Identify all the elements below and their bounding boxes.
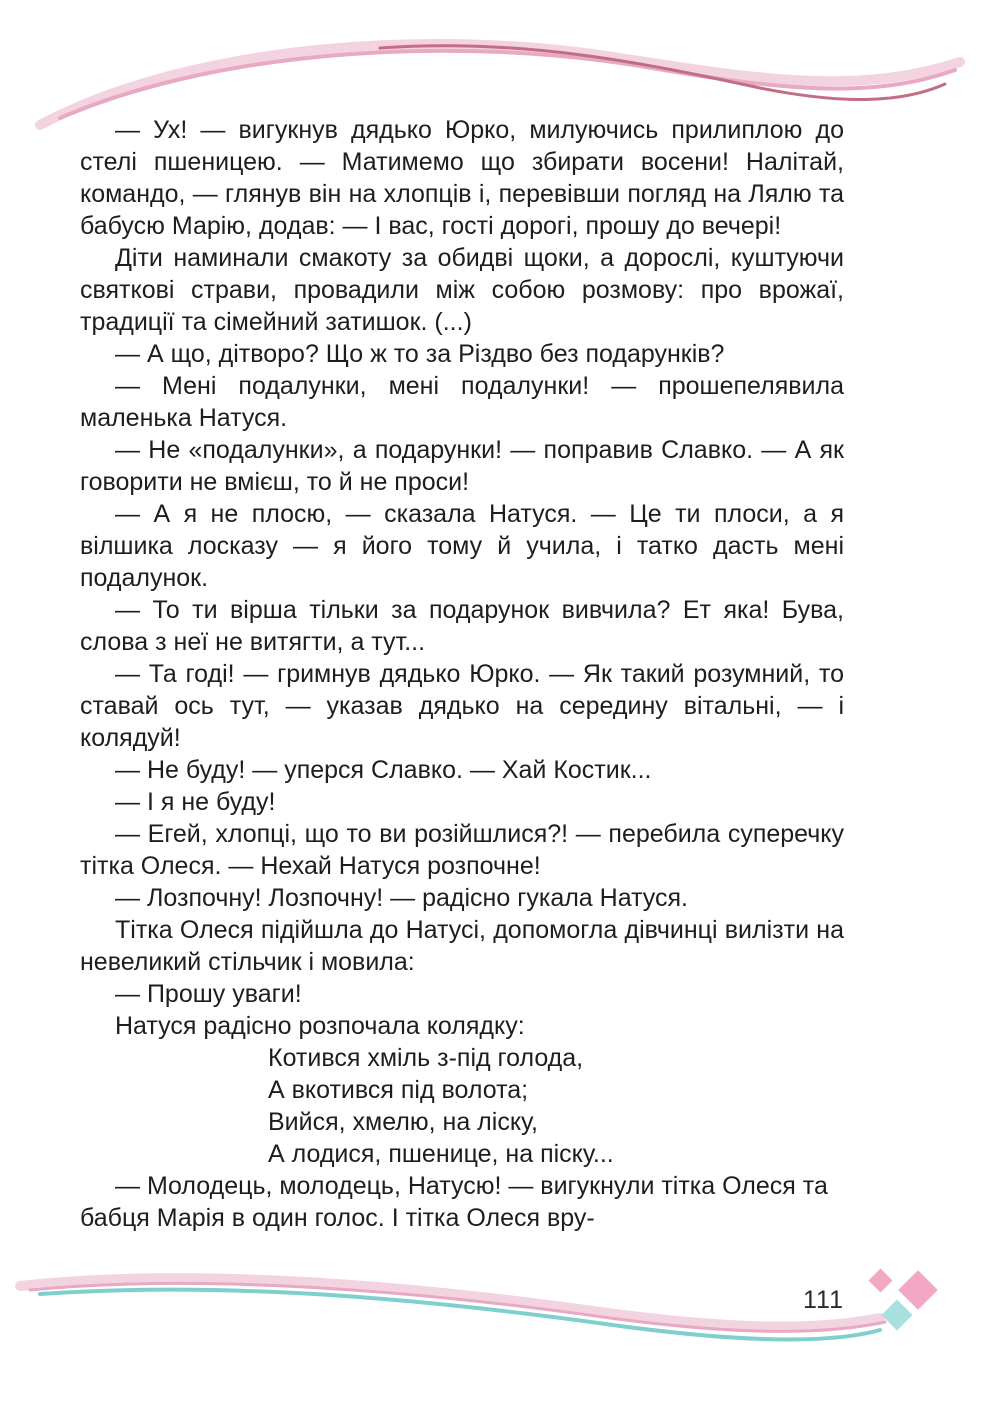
paragraph: — Не «подалунки», а подарунки! — поправив Славко. — А як говорити не вмієш, то й не проси! — [80, 436, 844, 496]
verse-line: А лодися, пшенице, на піску... — [268, 1140, 614, 1168]
paragraph: Діти наминали смакоту за обидві щоки, а дорослі, куштуючи святкові страви, провадили між собою розмову: про врожаї, традиції та сімейний затишок. (...) — [80, 244, 844, 336]
diamond-ornament-icon — [866, 1266, 950, 1338]
paragraph: — То ти вірша тільки за подарунок вивчила? Ет яка! Бува, слова з неї не витягти, а тут... — [80, 596, 844, 656]
top-decorative-wave — [0, 0, 992, 130]
paragraph: — А я не плосю, — сказала Натуся. — Це ти плоси, а я вілшика лосказу — я його тому й учила, і татко дасть мені подалунок. — [80, 500, 844, 592]
paragraph: — Лозпочну! Лозпочну! — радісно гукала Натуся. — [115, 884, 688, 912]
verse-line: А вкотився під волота; — [268, 1076, 529, 1104]
paragraph: — А що, дітворо? Що ж то за Різдво без подарунків? — [115, 340, 725, 368]
paragraph: — І я не буду! — [115, 788, 276, 816]
paragraph: Тітка Олеся підійшла до Натусі, допомогла дівчинці вилізти на невеликий стільчик і мовила: — [80, 916, 844, 976]
paragraph: — Не буду! — уперся Славко. — Хай Костик... — [115, 756, 652, 784]
verse-line: Котився хміль з-під голода, — [268, 1044, 584, 1072]
verse-line: Вийся, хмелю, на ліску, — [268, 1108, 538, 1136]
paragraph: — Прошу уваги! — [115, 980, 302, 1008]
paragraph: — Егей, хлопці, що то ви розійшлися?! — перебила суперечку тітка Олеся. — Нехай Натуся розпочне! — [80, 820, 844, 880]
paragraph: — Ух! — вигукнув дядько Юрко, милуючись прилиплою до стелі пшеницею. — Матимемо що збирати восени! Налітай, командо, — глянув він на хлопців і, перевівши погляд на Лялю та бабусю Марію, додав: — І вас, гості дорогі, прошу до вечері! — [80, 116, 844, 240]
closing-paragraph: — Молодець, молодець, Натусю! — вигукнули тітка Олеся та бабця Марія в один голос. І тітка Олеся вру- — [80, 1172, 828, 1232]
paragraph: — Та годі! — гримнув дядько Юрко. — Як такий розумний, то ставай ось тут, — указав дядько на середину вітальні, — і колядуй! — [80, 660, 844, 752]
paragraph: Натуся радісно розпочала колядку: — [115, 1012, 525, 1040]
page-number: 111 — [802, 1286, 844, 1314]
paragraph: — Мені подалунки, мені подалунки! — прошепелявила маленька Натуся. — [80, 372, 844, 432]
story-text — [80, 114, 844, 1234]
